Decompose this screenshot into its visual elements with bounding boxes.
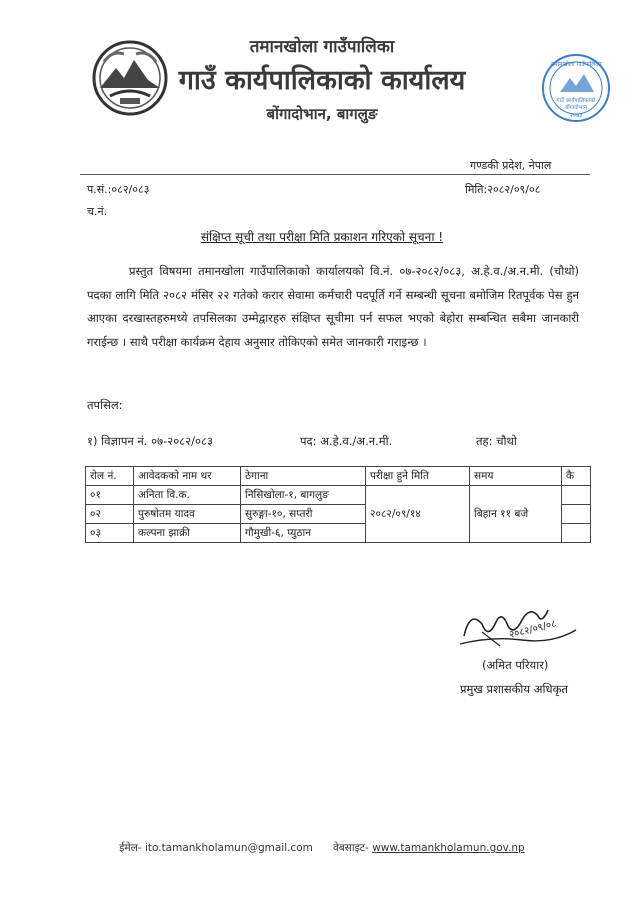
svg-text:तमानखोला गाउँपालिका: तमानखोला गाउँपालिका (550, 61, 602, 68)
signature-icon (452, 596, 582, 658)
signatory-name: (अमित परियार) (482, 658, 549, 672)
notice-body: प्रस्तुत विषयमा तमानखोला गाउँपालिकाको कार्यालयको वि.नं. ०७-२०८२/०८३, अ.हे.व./अ.न.मी. (चौथो) पदका लागि मिति २०८२ मंसिर २२ गतेको करार सेवामा कर्मचारी पदपूर्ति गर्ने सम्बन्धी सूचना बमोजिम रितपूर्वक पेस हुन आएका दरखास्तहरुमध्ये तपसिलका उम्मेद्वारहरु संक्षिप्त सूचीमा पर्न सफल भएको बेहोरा सम्बन्धित सबैमा जानकारी गराईन्छ । साथै परीक्षा कार्यक्रम देहाय अनुसार तोकिएको समेत जानकारी गराइन्छ । (87, 264, 579, 349)
header-roll: रोल नं. (86, 467, 134, 486)
footer-contact (0, 841, 644, 855)
office-name: गाउँ कार्यपालिकाको कार्यालय (178, 65, 466, 96)
remarks-cell (562, 486, 591, 505)
notice-title: संक्षिप्त सूची तथा परीक्षा मिति प्रकाशन गरिएको सूचना ! (200, 230, 444, 244)
remarks-cell (562, 505, 591, 524)
municipality-seal-icon (540, 52, 612, 124)
document-date: मिति:२०८२/०९/०८ (465, 183, 541, 196)
applicant-name: कल्पना झाक्री (134, 524, 241, 543)
roll-number: ०२ (86, 505, 134, 524)
applicant-address: निसिखोला-१, बागलुङ (241, 486, 366, 505)
svg-text:२०७३: २०७३ (569, 112, 583, 119)
header-time: समय (470, 467, 562, 486)
office-address: बोंगादोभान, बागलुङ (266, 105, 378, 123)
dispatch-number: च.नं. (87, 205, 108, 218)
applicant-address: सुरुङ्गा-१०, सप्तरी (241, 505, 366, 524)
exam-time: बिहान ११ बजे (470, 486, 562, 543)
svg-text:२०८२/०९/०८: २०८२/०९/०८ (508, 618, 558, 641)
reference-number: प.सं.:०८२/०८३ (87, 183, 150, 196)
advertisement-number: १) विज्ञापन नं. ०७-२०८२/०८३ (87, 434, 213, 448)
roll-number: ०३ (86, 524, 134, 543)
exam-date: २०८२/०९/१४ (366, 486, 470, 543)
signatory-designation: प्रमुख प्रशासकीय अधिकृत (460, 682, 568, 696)
email-address[interactable]: ito.tamankholamun@gmail.com (144, 842, 313, 854)
website-link[interactable]: www.tamankholamun.gov.np (372, 842, 525, 854)
svg-text:गाउँ कार्यपालिकाको: गाउँ कार्यपालिकाको (556, 98, 596, 104)
applicant-name: पुरुषोतम यादव (134, 505, 241, 524)
table-header-row (86, 467, 591, 486)
post-level: तह: चौथो (476, 434, 517, 448)
header-name: आवेदकको नाम थर (134, 467, 241, 486)
header-exam-date: परीक्षा हुने मिति (366, 467, 470, 486)
svg-text:बोंगादोभान: बोंगादोभान (565, 105, 587, 111)
header-address: ठेगाना (241, 467, 366, 486)
table-row (86, 486, 591, 505)
remarks-cell (562, 524, 591, 543)
candidates-table (85, 466, 591, 543)
email-label: ईमेल- (119, 842, 142, 854)
province-label: गण्डकी प्रदेश, नेपाल (470, 159, 552, 172)
header-divider (80, 174, 590, 175)
roll-number: ०१ (86, 486, 134, 505)
municipality-name: तमानखोला गाउँपालिका (249, 37, 395, 57)
applicant-name: अनिता वि.क. (134, 486, 241, 505)
post-name: पद: अ.हे.व./अ.न.मी. (300, 434, 393, 448)
website-label: वेबसाइट- (332, 842, 369, 854)
applicant-address: गौमुखी-६, प्युठान (241, 524, 366, 543)
schedule-label: तपसिल: (87, 398, 123, 412)
header-remarks: कै (562, 467, 591, 486)
